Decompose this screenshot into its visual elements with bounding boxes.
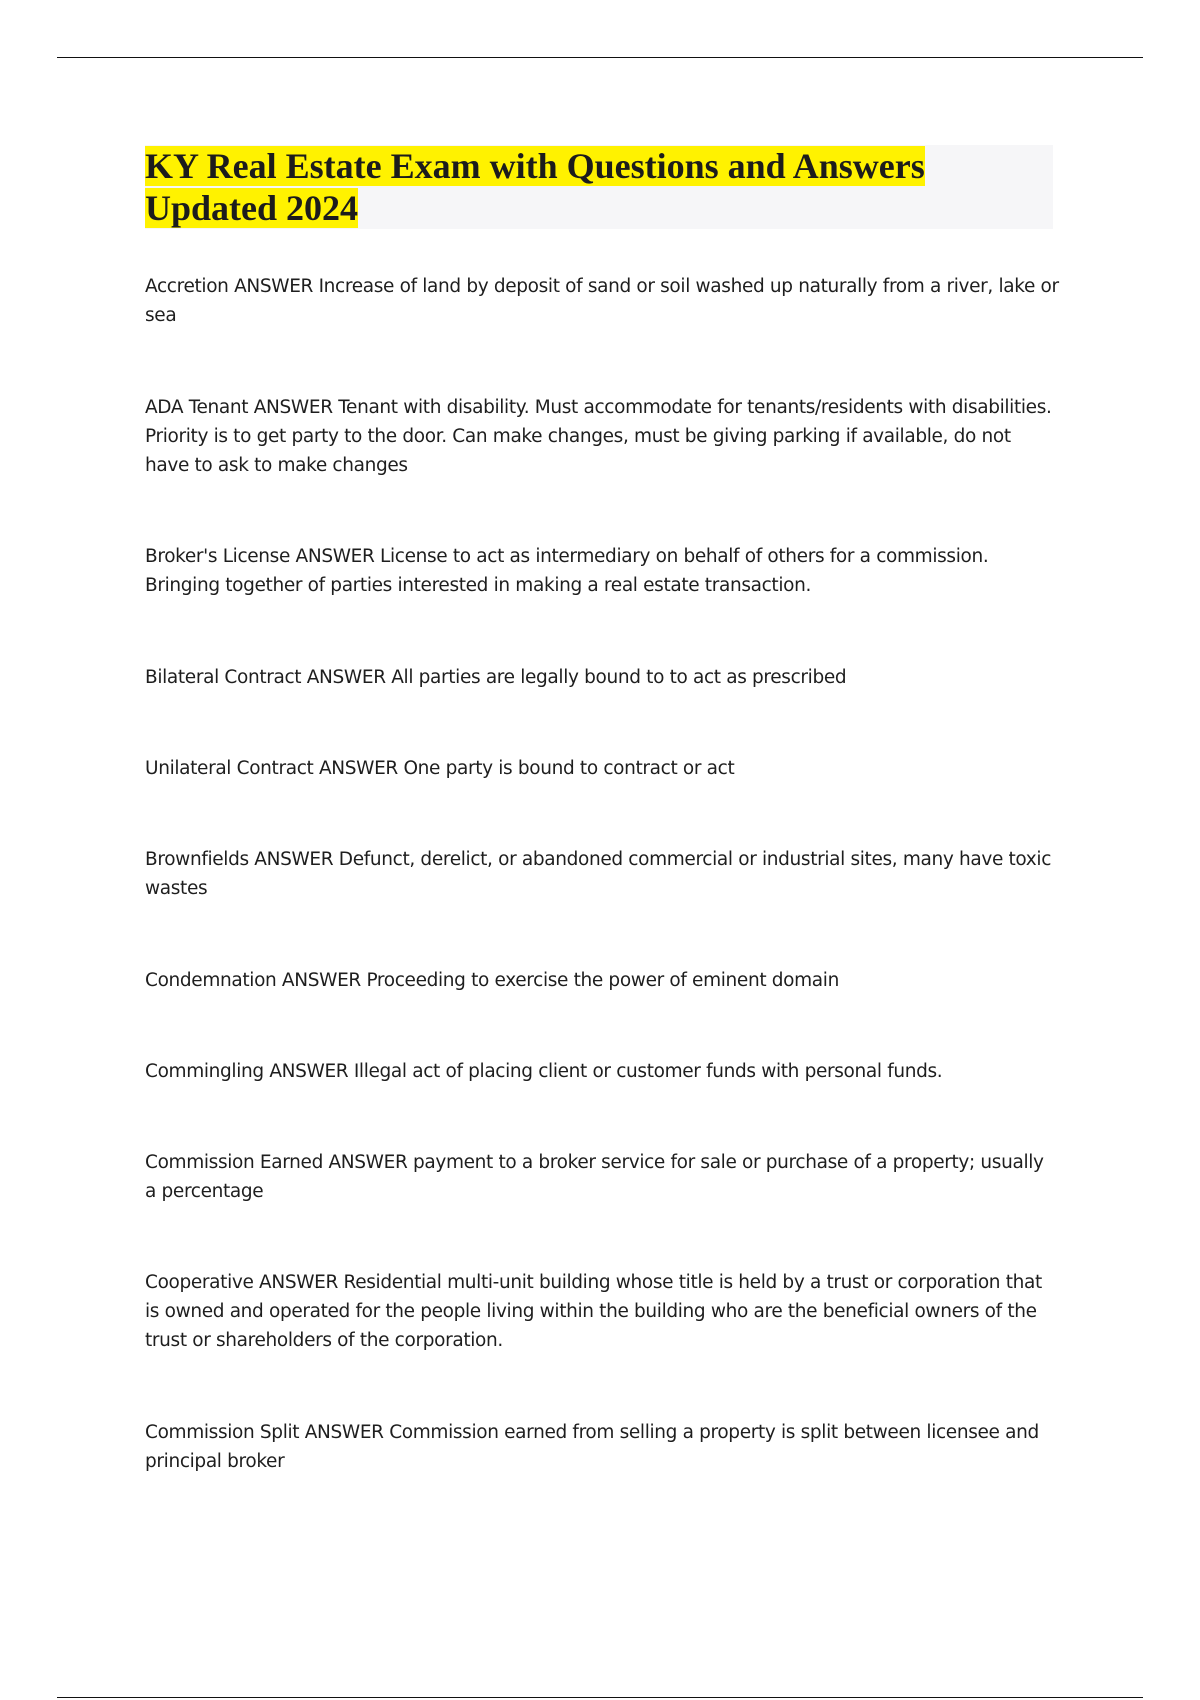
qa-entry: Bilateral Contract ANSWER All parties are legally bound to to act as prescribed [145,667,847,688]
qa-entry: Commission Earned ANSWER payment to a broker service for sale or purchase of a property; usually a percentage [145,1152,1044,1202]
title-line-2: Updated 2024 [145,188,359,228]
title-block [145,145,1053,229]
qa-entry: Commission Split ANSWER Commission earned from selling a property is split between licensee and principal broker [145,1422,1039,1472]
title-line-1: KY Real Estate Exam with Questions and Answers [145,146,925,186]
qa-entry: Cooperative ANSWER Residential multi-unit building whose title is held by a trust or corporation that is owned and operated for the people living within the building who are the beneficial owners of the trust or shareholders of the corporation. [145,1272,1042,1351]
qa-entry: Commingling ANSWER Illegal act of placing client or customer funds with personal funds. [145,1061,943,1082]
qa-entry: Broker's License ANSWER License to act as intermediary on behalf of others for a commission. Bringing together of parties interested in making a real estate transaction. [145,546,989,596]
qa-entry: Unilateral Contract ANSWER One party is bound to contract or act [145,758,735,779]
qa-entry: Brownfields ANSWER Defunct, derelict, or abandoned commercial or industrial sites, many have toxic wastes [145,849,1052,899]
footer-rule [57,1697,1143,1698]
header-rule [57,57,1143,58]
page-title [145,145,1053,229]
qa-entry: ADA Tenant ANSWER Tenant with disability. Must accommodate for tenants/residents with disabilities. Priority is to get party to the door. Can make changes, must be giving parking if available, do not have to ask to make changes [145,397,1052,476]
qa-entry: Accretion ANSWER Increase of land by deposit of sand or soil washed up naturally from a river, lake or sea [145,276,1059,326]
qa-entry: Condemnation ANSWER Proceeding to exercise the power of eminent domain [145,970,839,991]
